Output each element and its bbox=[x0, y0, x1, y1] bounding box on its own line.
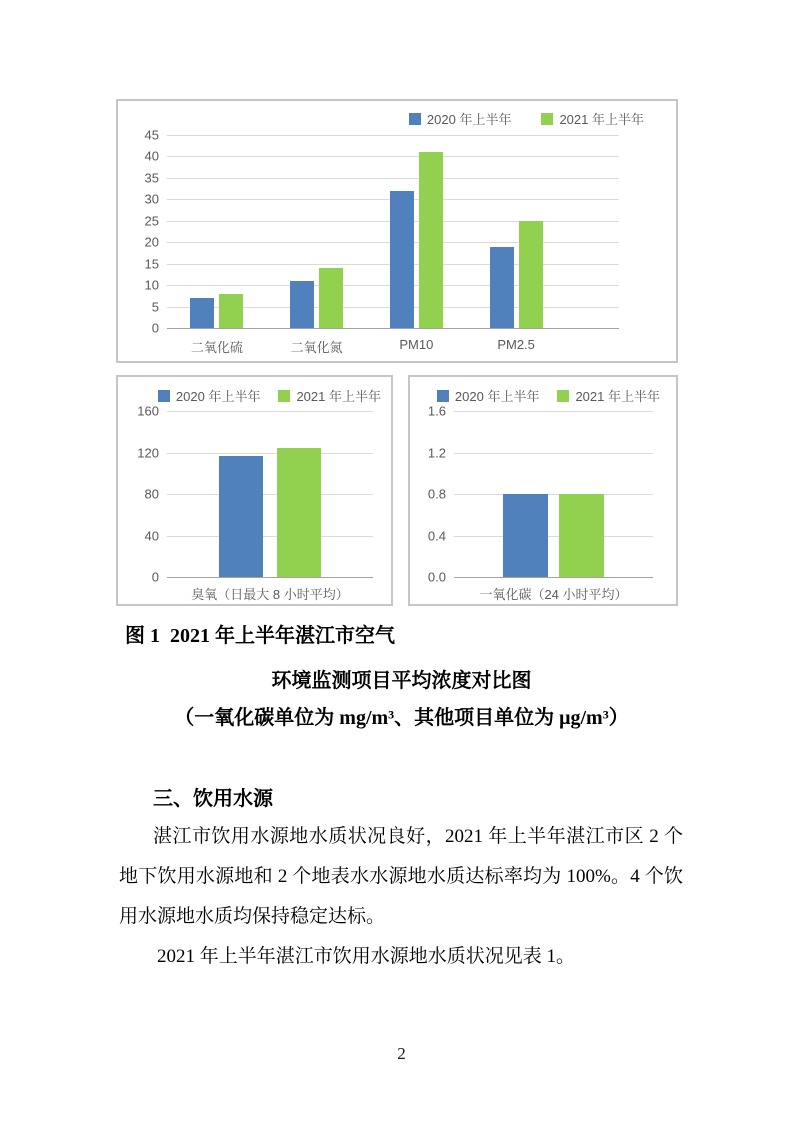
legend-swatch bbox=[557, 390, 569, 402]
legend-swatch bbox=[437, 390, 449, 402]
y-axis-tick-label: 5 bbox=[151, 299, 159, 315]
legend-item bbox=[409, 109, 512, 128]
category-label: 二氧化氮 bbox=[290, 340, 343, 355]
legend-swatch bbox=[409, 113, 421, 125]
y-axis-tick-label: 160 bbox=[137, 403, 159, 419]
legend-swatch bbox=[158, 390, 170, 402]
legend-label: 2020 年上半年 bbox=[426, 112, 512, 127]
category-label: PM10 bbox=[399, 337, 434, 352]
legend-label: 2020 年上半年 bbox=[454, 389, 540, 404]
x-axis-line bbox=[167, 328, 619, 329]
legend-label: 2021 年上半年 bbox=[575, 389, 660, 404]
plot-area bbox=[167, 135, 566, 328]
chart-legend bbox=[409, 109, 644, 128]
figure-caption-line3: （一氧化碳单位为 mg/m³、其他项目单位为 μg/m³） bbox=[174, 707, 629, 729]
bar-2021 年上半年 bbox=[277, 448, 321, 577]
y-axis-tick-label: 45 bbox=[144, 127, 159, 143]
figure-caption-line1: 图 1 2021 年上半年湛江市空气 bbox=[125, 625, 395, 647]
bar-2021 年上半年 bbox=[559, 494, 604, 577]
category-label: 臭氧（日最大 8 小时平均） bbox=[191, 587, 349, 602]
chart-legend bbox=[158, 386, 381, 405]
legend-label: 2021 年上半年 bbox=[559, 112, 644, 127]
bar-2021 年上半年 bbox=[219, 294, 243, 328]
category-slot bbox=[167, 411, 373, 577]
legend-item bbox=[158, 386, 261, 405]
category-slot bbox=[466, 135, 566, 328]
x-axis-labels bbox=[454, 584, 653, 603]
body-paragraph-1: 湛江市饮用水源地水质状况良好，2021 年上半年湛江市区 2 个地下饮用水源地和 2 个地表水水源地水质达标率均为 100%。4 个饮用水源地水质均保持稳定达标。 bbox=[119, 826, 683, 927]
y-axis-tick-label: 10 bbox=[144, 277, 159, 293]
bar-2020 年上半年 bbox=[503, 494, 548, 577]
category-slot bbox=[454, 411, 653, 577]
x-axis-line bbox=[454, 577, 653, 578]
category-slot bbox=[267, 135, 367, 328]
category-slot bbox=[367, 135, 467, 328]
legend-label: 2021 年上半年 bbox=[296, 389, 381, 404]
bar-2020 年上半年 bbox=[219, 456, 263, 577]
y-axis-tick-label: 0.0 bbox=[427, 569, 446, 585]
y-axis-tick-label: 0.8 bbox=[427, 486, 446, 502]
figure-caption-line2: 环境监测项目平均浓度对比图 bbox=[271, 670, 532, 692]
y-axis-tick-label: 25 bbox=[144, 213, 159, 229]
section-heading-drinking-water: 三、饮用水源 bbox=[153, 788, 273, 810]
legend-item bbox=[557, 386, 660, 405]
y-axis-tick-label: 120 bbox=[137, 445, 159, 460]
legend-swatch bbox=[541, 113, 553, 125]
legend-item bbox=[437, 386, 540, 405]
category-label: PM2.5 bbox=[497, 337, 535, 352]
category-label: 一氧化碳（24 小时平均） bbox=[479, 587, 628, 602]
y-axis-tick-label: 40 bbox=[144, 148, 159, 164]
y-axis-tick-label: 1.2 bbox=[427, 445, 446, 460]
y-axis-tick-label: 1.6 bbox=[427, 403, 446, 419]
y-axis-tick-label: 35 bbox=[144, 170, 159, 186]
body-paragraph-2: 2021 年上半年湛江市饮用水源地水质状况见表 1。 bbox=[157, 946, 576, 967]
x-axis-line bbox=[167, 577, 373, 578]
x-axis-labels bbox=[167, 337, 566, 356]
legend-item bbox=[278, 386, 381, 405]
plot-area bbox=[454, 411, 653, 577]
legend-label: 2020 年上半年 bbox=[175, 389, 261, 404]
category-slot bbox=[167, 135, 267, 328]
y-axis-tick-label: 20 bbox=[144, 234, 159, 250]
category-label: 二氧化硫 bbox=[190, 340, 243, 355]
bar-2020 年上半年 bbox=[490, 247, 514, 328]
chart-legend bbox=[437, 386, 660, 405]
bar-2020 年上半年 bbox=[290, 281, 314, 328]
y-axis-tick-label: 0 bbox=[151, 320, 159, 336]
y-axis-tick-label: 80 bbox=[144, 486, 159, 502]
y-axis-tick-label: 40 bbox=[144, 528, 159, 543]
bar-2021 年上半年 bbox=[519, 221, 543, 328]
bar-2021 年上半年 bbox=[319, 268, 343, 328]
y-axis-tick-label: 0.4 bbox=[427, 528, 446, 543]
y-axis-tick-label: 30 bbox=[144, 191, 159, 207]
x-axis-labels bbox=[167, 584, 373, 603]
page-number: 2 bbox=[397, 1044, 406, 1063]
plot-area bbox=[167, 411, 373, 577]
bar-2020 年上半年 bbox=[390, 191, 414, 328]
legend-item bbox=[541, 109, 644, 128]
bar-2020 年上半年 bbox=[190, 298, 214, 328]
y-axis-tick-label: 15 bbox=[144, 256, 159, 272]
legend-swatch bbox=[278, 390, 290, 402]
air-pollutants-comparison-chart bbox=[116, 99, 678, 363]
carbon-monoxide-comparison-chart bbox=[408, 375, 678, 606]
bar-2021 年上半年 bbox=[419, 152, 443, 328]
ozone-comparison-chart bbox=[116, 375, 393, 606]
y-axis-tick-label: 0 bbox=[151, 569, 159, 585]
